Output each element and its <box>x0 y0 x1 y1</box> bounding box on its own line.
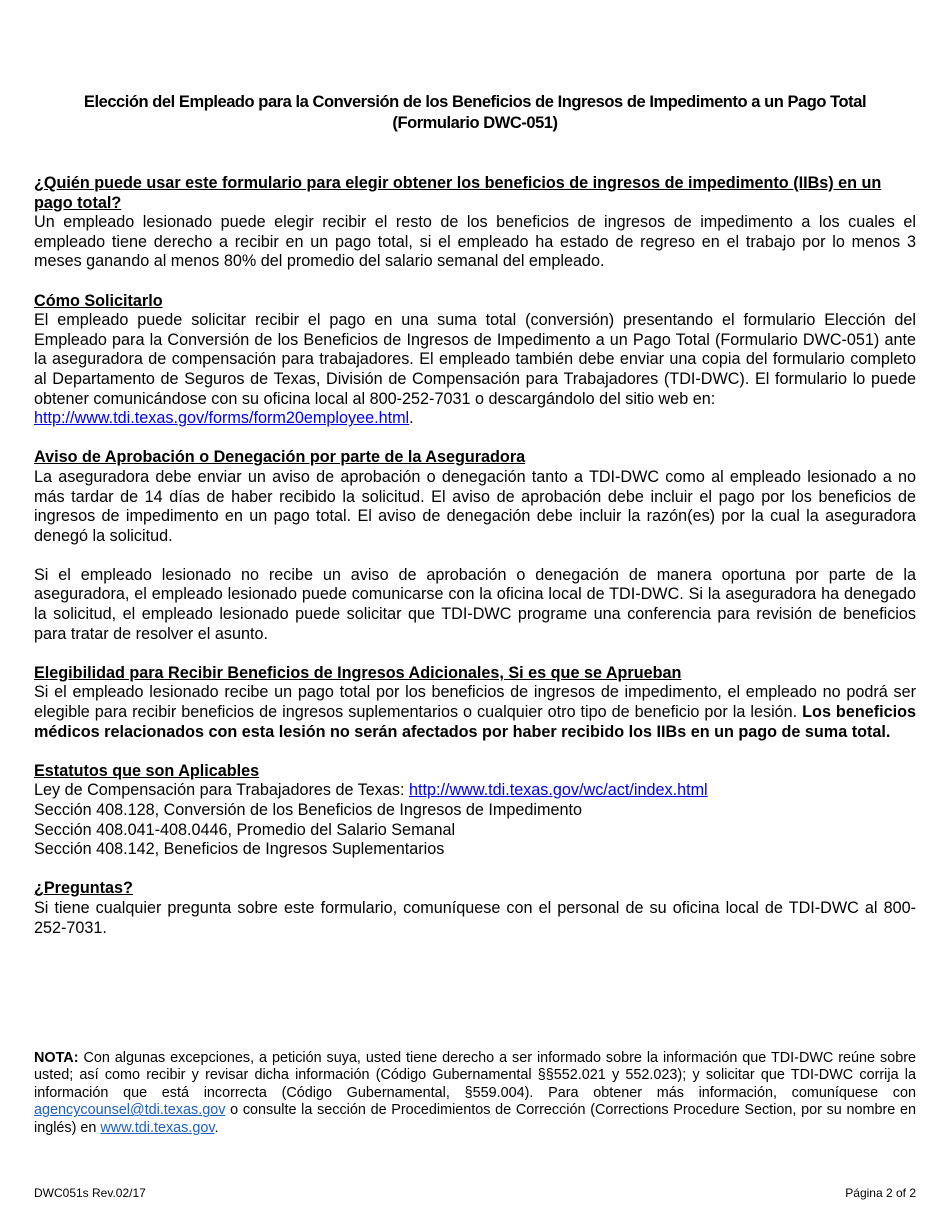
statute-act-label: Ley de Compensación para Trabajadores de Texas: <box>34 781 405 800</box>
tdi-site-link[interactable]: www.tdi.texas.gov <box>100 1119 215 1136</box>
section-body-notice-2: Si el empleado lesionado no recibe un aviso de aprobación o denegación de manera oportuna por parte de la aseguradora, el empleado lesionado puede comunicarse con la oficina local de TDI-DWC. Si la aseguradora ha denegado la solicitud, el empleado lesionado puede solicitar que TDI-DWC programe una conferencia para revisión de beneficios para tratar de resolver el asunto. <box>34 565 916 643</box>
section-body-how <box>34 311 916 429</box>
section-heading-eligibility: Elegibilidad para Recibir Beneficios de Ingresos Adicionales, Si es que se Aprueban <box>34 663 682 682</box>
note-text-1: Con algunas excepciones, a petición suya, usted tiene derecho a ser informado sobre la información que TDI-DWC reúne sobre usted; así como recibir y revisar dicha información (Código Gubernamental §§552.021 y 552.023); y solicitar que TDI-DWC corrija la información que está incorrecta (Código Gubernamental, §559.004). Para obtener más información, comuníquese con <box>34 1050 916 1101</box>
section-heading-notice: Aviso de Aprobación o Denegación por parte de la Aseguradora <box>34 448 526 467</box>
statute-item: Sección 408.041-408.0446, Promedio del Salario Semanal <box>34 820 456 839</box>
how-period: . <box>409 409 414 428</box>
page-number: Página 2 of 2 <box>845 1186 916 1200</box>
title-line-2: (Formulario DWC-051) <box>392 114 558 132</box>
section-heading-questions: ¿Preguntas? <box>34 879 133 898</box>
agency-email-link[interactable]: agencycounsel@tdi.texas.gov <box>34 1102 226 1119</box>
eligibility-bold-text: Los beneficios médicos relacionados con esta lesión no serán afectados por haber recibido los IIBs en un pago de suma total. <box>34 703 916 741</box>
section-heading-statutes: Estatutos que son Aplicables <box>34 761 260 780</box>
statute-item: Sección 408.128, Conversión de los Beneficios de Ingresos de Impedimento <box>34 801 583 819</box>
document-body <box>34 174 916 958</box>
statute-act-line <box>34 781 916 801</box>
section-notice <box>34 448 916 644</box>
eligibility-text: Si el empleado lesionado recibe un pago total por los beneficios de ingresos de impedimento, el empleado no podrá ser elegible para recibir beneficios de ingresos suplementarios o cualquier otro tipo de beneficio por la lesión. <box>34 683 916 722</box>
note-end: . <box>214 1119 219 1136</box>
page-title <box>34 92 916 134</box>
how-text: El empleado puede solicitar recibir el pago en una suma total (conversión) presentando el formulario Elección del Empleado para la Conversión de los Beneficios de Ingresos de Impedimento a un Pago Total (Formulario DWC-051) ante la aseguradora de compensación para trabajadores. El empleado también debe enviar una copia del formulario completo al Departamento de Seguros de Texas, División de Compensación para Trabajadores (TDI-DWC). El formulario lo puede obtener comunicándose con su oficina local al 800-252-7031 o descargándolo del sitio web en: <box>34 311 916 408</box>
section-heading-who: ¿Quién puede usar este formulario para elegir obtener los beneficios de ingresos de impedimento (IIBs) en un pago total? <box>34 174 882 212</box>
note-label: NOTA: <box>34 1050 79 1066</box>
section-questions <box>34 879 916 938</box>
note-text-2: o consulte la sección de Procedimientos de Corrección (Corrections Procedure Section, por su nombre en inglés) en <box>34 1102 917 1136</box>
form-download-link[interactable]: http://www.tdi.texas.gov/forms/form20employee.html <box>34 409 410 428</box>
section-statutes <box>34 762 916 860</box>
section-who <box>34 174 916 272</box>
title-line-1: Elección del Empleado para la Conversión de los Beneficios de Ingresos de Impedimento a un Pago Total <box>83 93 867 111</box>
statute-item: Sección 408.142, Beneficios de Ingresos Suplementarios <box>34 840 445 859</box>
section-body-questions: Si tiene cualquier pregunta sobre este formulario, comuníquese con el personal de su oficina local de TDI-DWC al 800-252-7031. <box>34 898 916 937</box>
privacy-note <box>34 1050 916 1137</box>
section-eligibility <box>34 664 916 742</box>
section-how <box>34 292 916 429</box>
section-body-who: Un empleado lesionado puede elegir recibir el resto de los beneficios de ingresos de impedimento a los cuales el empleado tiene derecho a recibir en un pago total, si el empleado ha estado de regreso en el trabajo por lo menos 3 meses ganando al menos 80% del promedio del salario semanal del empleado. <box>34 213 916 271</box>
section-body-eligibility <box>34 683 916 742</box>
act-link[interactable]: http://www.tdi.texas.gov/wc/act/index.html <box>408 781 708 800</box>
section-heading-how: Cómo Solicitarlo <box>34 291 163 310</box>
section-body-notice-1: La aseguradora debe enviar un aviso de aprobación o denegación tanto a TDI-DWC como al empleado lesionado a no más tardar de 14 días de haber recibido la solicitud. El aviso de aprobación debe incluir el pago por los beneficios de ingresos de impedimento en un pago total. El aviso de denegación debe incluir la razón(es) por la cual la aseguradora denegó la solicitud. <box>34 467 916 545</box>
form-revision-id: DWC051s Rev.02/17 <box>34 1186 146 1200</box>
